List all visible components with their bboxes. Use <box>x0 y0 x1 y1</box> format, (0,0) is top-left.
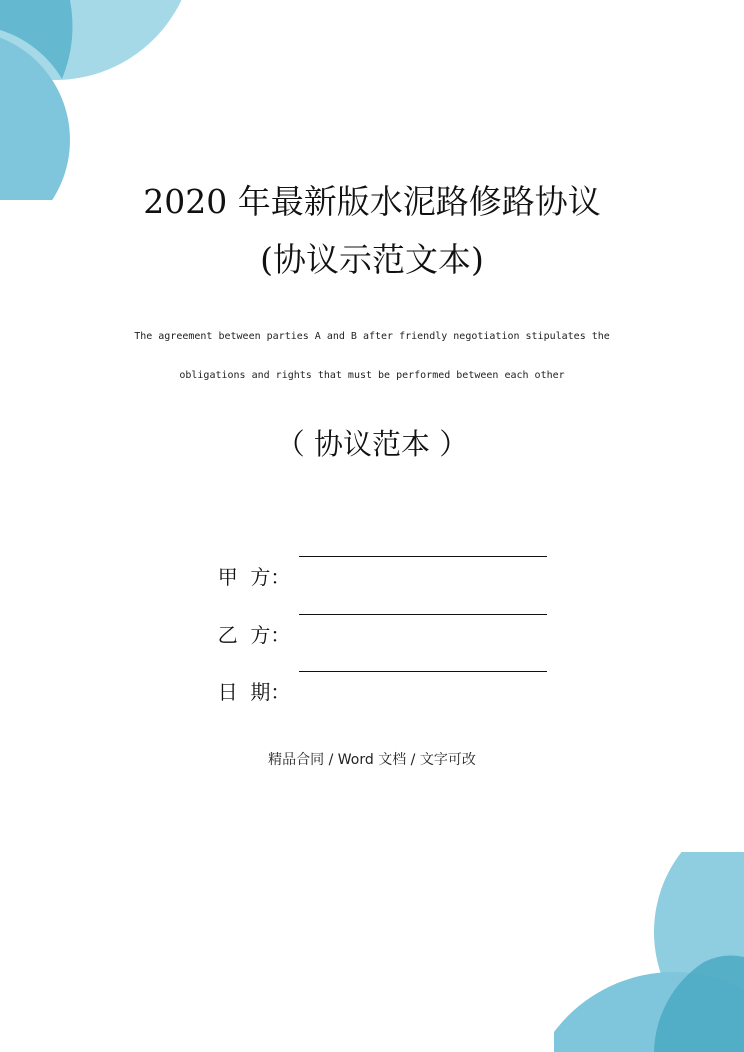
party-a-field <box>205 532 311 589</box>
date-label: 日 期： <box>217 680 291 704</box>
document-title-line-1: 2020 年最新版水泥路修路协议 <box>143 182 601 221</box>
english-subtitle-line-1: The agreement between parties A and B after friendly negotiation stipulates the <box>134 331 610 342</box>
agreement-template-heading: （ 协议范本 ） <box>275 427 469 461</box>
decor-circle <box>654 852 744 1052</box>
english-subtitle-line-2: obligations and rights that must be performed between each other <box>179 370 565 381</box>
decor-circle <box>0 30 70 200</box>
party-b-field <box>205 590 311 647</box>
party-b-label: 乙 方： <box>217 623 291 647</box>
corner-decoration-top-left <box>0 0 190 200</box>
corner-decoration-bottom-right <box>554 852 744 1052</box>
decor-circle <box>554 972 744 1052</box>
date-field <box>205 647 311 704</box>
date-blank-line <box>299 671 547 672</box>
document-footer-note: 精品合同 / Word 文档 / 文字可改 <box>268 752 476 768</box>
decor-overlap <box>654 956 744 1052</box>
party-a-blank-line <box>299 556 547 557</box>
document-title-line-2: (协议示范文本) <box>260 240 484 279</box>
party-a-label: 甲 方： <box>217 565 291 589</box>
decor-circle <box>0 0 190 80</box>
party-b-blank-line <box>299 614 547 615</box>
decor-overlap <box>0 0 72 79</box>
